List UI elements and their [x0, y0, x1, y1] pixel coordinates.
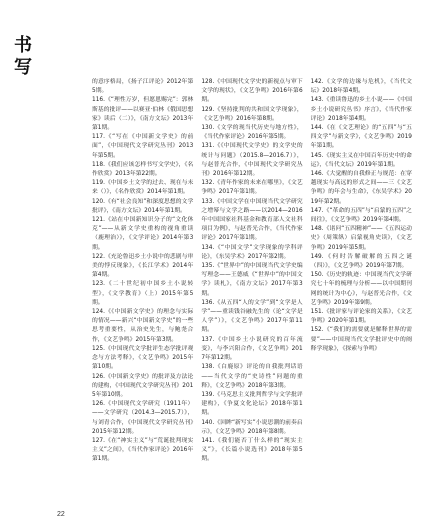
- list-item: 141.《我们能否丁什么样的“现实主义”》，《长篇小说选刊》2018年第5期。: [201, 437, 303, 463]
- list-item: 138.《白鹿原》评论的自我批判话语——当代文学的“史诗性”问题的重释》，《文艺争鸣》2018年第3期。: [201, 364, 303, 389]
- list-item: 135.《“世界中”的中国现当代文学史编写理念——王德威《“世界中”的中国文学》读札》，《南方文坛》2017年第3期。: [201, 263, 303, 297]
- list-item: 147.《“革命的五四”与“启蒙的五四”之间往》，《文艺争鸣》2019年第4期。: [310, 207, 412, 224]
- list-item: 127.《在“神实主义”与“荒诞批判现实主义”之间》，《当代作家评论》2016年第1期。: [92, 437, 194, 463]
- list-item: 125.《中国现代文学批评生态学批评观念与方法考释》，《文艺争鸣》2015年第10期。: [92, 345, 194, 371]
- list-item: 130.《文学的现当代历史与地方性》，《当代作家评论》2016年第5期。: [201, 125, 303, 141]
- list-item: 149.《何时告解破解的五四之谜（四）》，《文艺争鸣》2019年第7期。: [310, 253, 412, 270]
- list-item: 133.《中国文学在中国现当代文学研究之增幂与文学之路——以2014—2016年中国国家社科基金和教育部人文社科项目为例》，与赵普光合作，《当代作家评论》2017年第1期。: [201, 198, 303, 242]
- list-item: 150.《历史的轨迹：中国现当代文学研究七十年的梳理与分析——以中国期刊网的统计为中心》，与赵普光合作，《文艺争鸣》2019年第9期。: [310, 272, 412, 306]
- list-item: 116.《“理性万岁，但愿恩赐完”：郭林斯基的批评——以赛亚·伯林《俄国思想家》读后（二）》，《南方文坛》2013年第1期。: [92, 97, 194, 132]
- list-item: 121.《站在中国新知识分子的“文化休克”——从新文学史重构的视角重读（鹿理治）》，《文学评论》2014年第3期。: [92, 217, 194, 251]
- list-item: 145.《现实主义在中国百年历史中的命运》，《当代文坛》2019年第1期。: [310, 152, 412, 168]
- list-item: 137.《中国乡土小说研究的百年流变》，与李兴阳合作，《文艺争鸣》2017年第12期。: [201, 336, 303, 362]
- list-item: 123.《二十世纪初中国乡土小说转型》，《文学教育》（上）2015年第5期。: [92, 281, 194, 306]
- list-item: 129.《坚持批判的共和国文学现象》，《文艺争鸣》2016年第8期。: [201, 106, 303, 122]
- list-item: 146.《大觉醒的自我修正与规范：在穿越现实与高远的形式之间——三《文艺争鸣》的年会与生命》，《东吴学术》2019年第2期。: [310, 171, 412, 205]
- list-item: 151.《批评家与评论家的关系》，《文艺争鸣》2020年第1期。: [310, 309, 412, 325]
- list-item: 131.《《中国现代文学史》的文学史的统计与问题》（2015.8—2016.7）》，与赵普光合作，《中国现代文学研究丛刊》2016年第12期。: [201, 143, 303, 178]
- list-item: 134.《“中国文学”文学现象的学科评论》，《东吴学术》2017年第2期。: [201, 244, 303, 260]
- list-item: 117.《“写在《中国新文学史》的前面”，《中国现代文学研究丛刊》2013年第5期。: [92, 134, 194, 159]
- list-item: 120.《有“社会良知”和深度思想的文学批评》，《南方文坛》2014年第1期。: [92, 198, 194, 214]
- list-item: 119.《中国乡土文学的过去、现在与未来（）》，《名作欣赏》2014年第1期。: [92, 180, 194, 196]
- list-item: 140.《回眸“新写实”小说思潮的前奏启示》，《文艺争鸣》2018年第8期。: [201, 419, 303, 435]
- list-item: 144.《在《文艺理论》的“五四”与“五四文学”与新文学》，《文艺争鸣》2019年第1期。: [310, 125, 412, 150]
- list-item: 126.《中国现代文学研究（1911年）——文学研究（2014.3—2015.7）》，与刘青合作，《中国现代文学研究丛刊》2015年第12期。: [92, 401, 194, 435]
- list-item: 128.《中国现代文学史的新视点与审下文学的现状》，《文艺争鸣》2016年第6期。: [201, 79, 303, 104]
- list-item: 126.《中国新文学史》的批评及方法论的建构，《中国现代文学研究丛刊》2015年第10期。: [92, 373, 194, 398]
- list-item: 142.《文学的边缘与危机》，《当代文坛》2018年第4期。: [310, 79, 412, 95]
- list-item: 122.《充论鲁迅乡土小说中的悲剧与审美的悖反现象》，《长江学术》2014年第4期。: [92, 253, 194, 279]
- list-item: 148.《诸问“五四精神”——《五四运动史》（周策纵）启蒙视角史读》，《文艺争鸣》2019年第5期。: [310, 226, 412, 251]
- list-item: 143.《重读鲁迅的乡土小说——《中国乡土小说研究丛书》序言》，《当代作家评论》2018年第4期。: [310, 97, 412, 122]
- reference-list: [92, 78, 412, 480]
- list-item: 136.《从五四“人的文学”到“文学是人学”——重读钱谷融先生的（论“文学是人学”）》，《文艺争鸣》2017年第11期。: [201, 299, 303, 334]
- journal-logo: 书写: [14, 35, 31, 78]
- list-item: 的意序格局，《扬子江评论》2012年第5期。: [92, 79, 194, 95]
- list-item: 124.《《中国新文学史》的理念与实际的情况——新兴“中国新文学史”的一些思考重要性，从治史先生，与鲍尧合作，《文艺争鸣》2015年第3期。: [92, 309, 194, 343]
- list-item: 139.《马克思主义批判哲学与文学批评建构》，《争夏文化论坛》2018年第1期。: [201, 391, 303, 417]
- page-number: 22: [57, 511, 65, 518]
- list-item: 132.《青年作家的未来在哪里》，《文艺争鸣》2017年第1期。: [201, 180, 303, 196]
- list-item: 118.《我们应该怎样书写文学史》，《名作欣赏》2013年第22期。: [92, 161, 194, 178]
- list-item: 152.《“我们的需要就是解释世界的需要”——中国现当代文学批评史中的阐释学现象》，《探索与争鸣》: [310, 327, 412, 352]
